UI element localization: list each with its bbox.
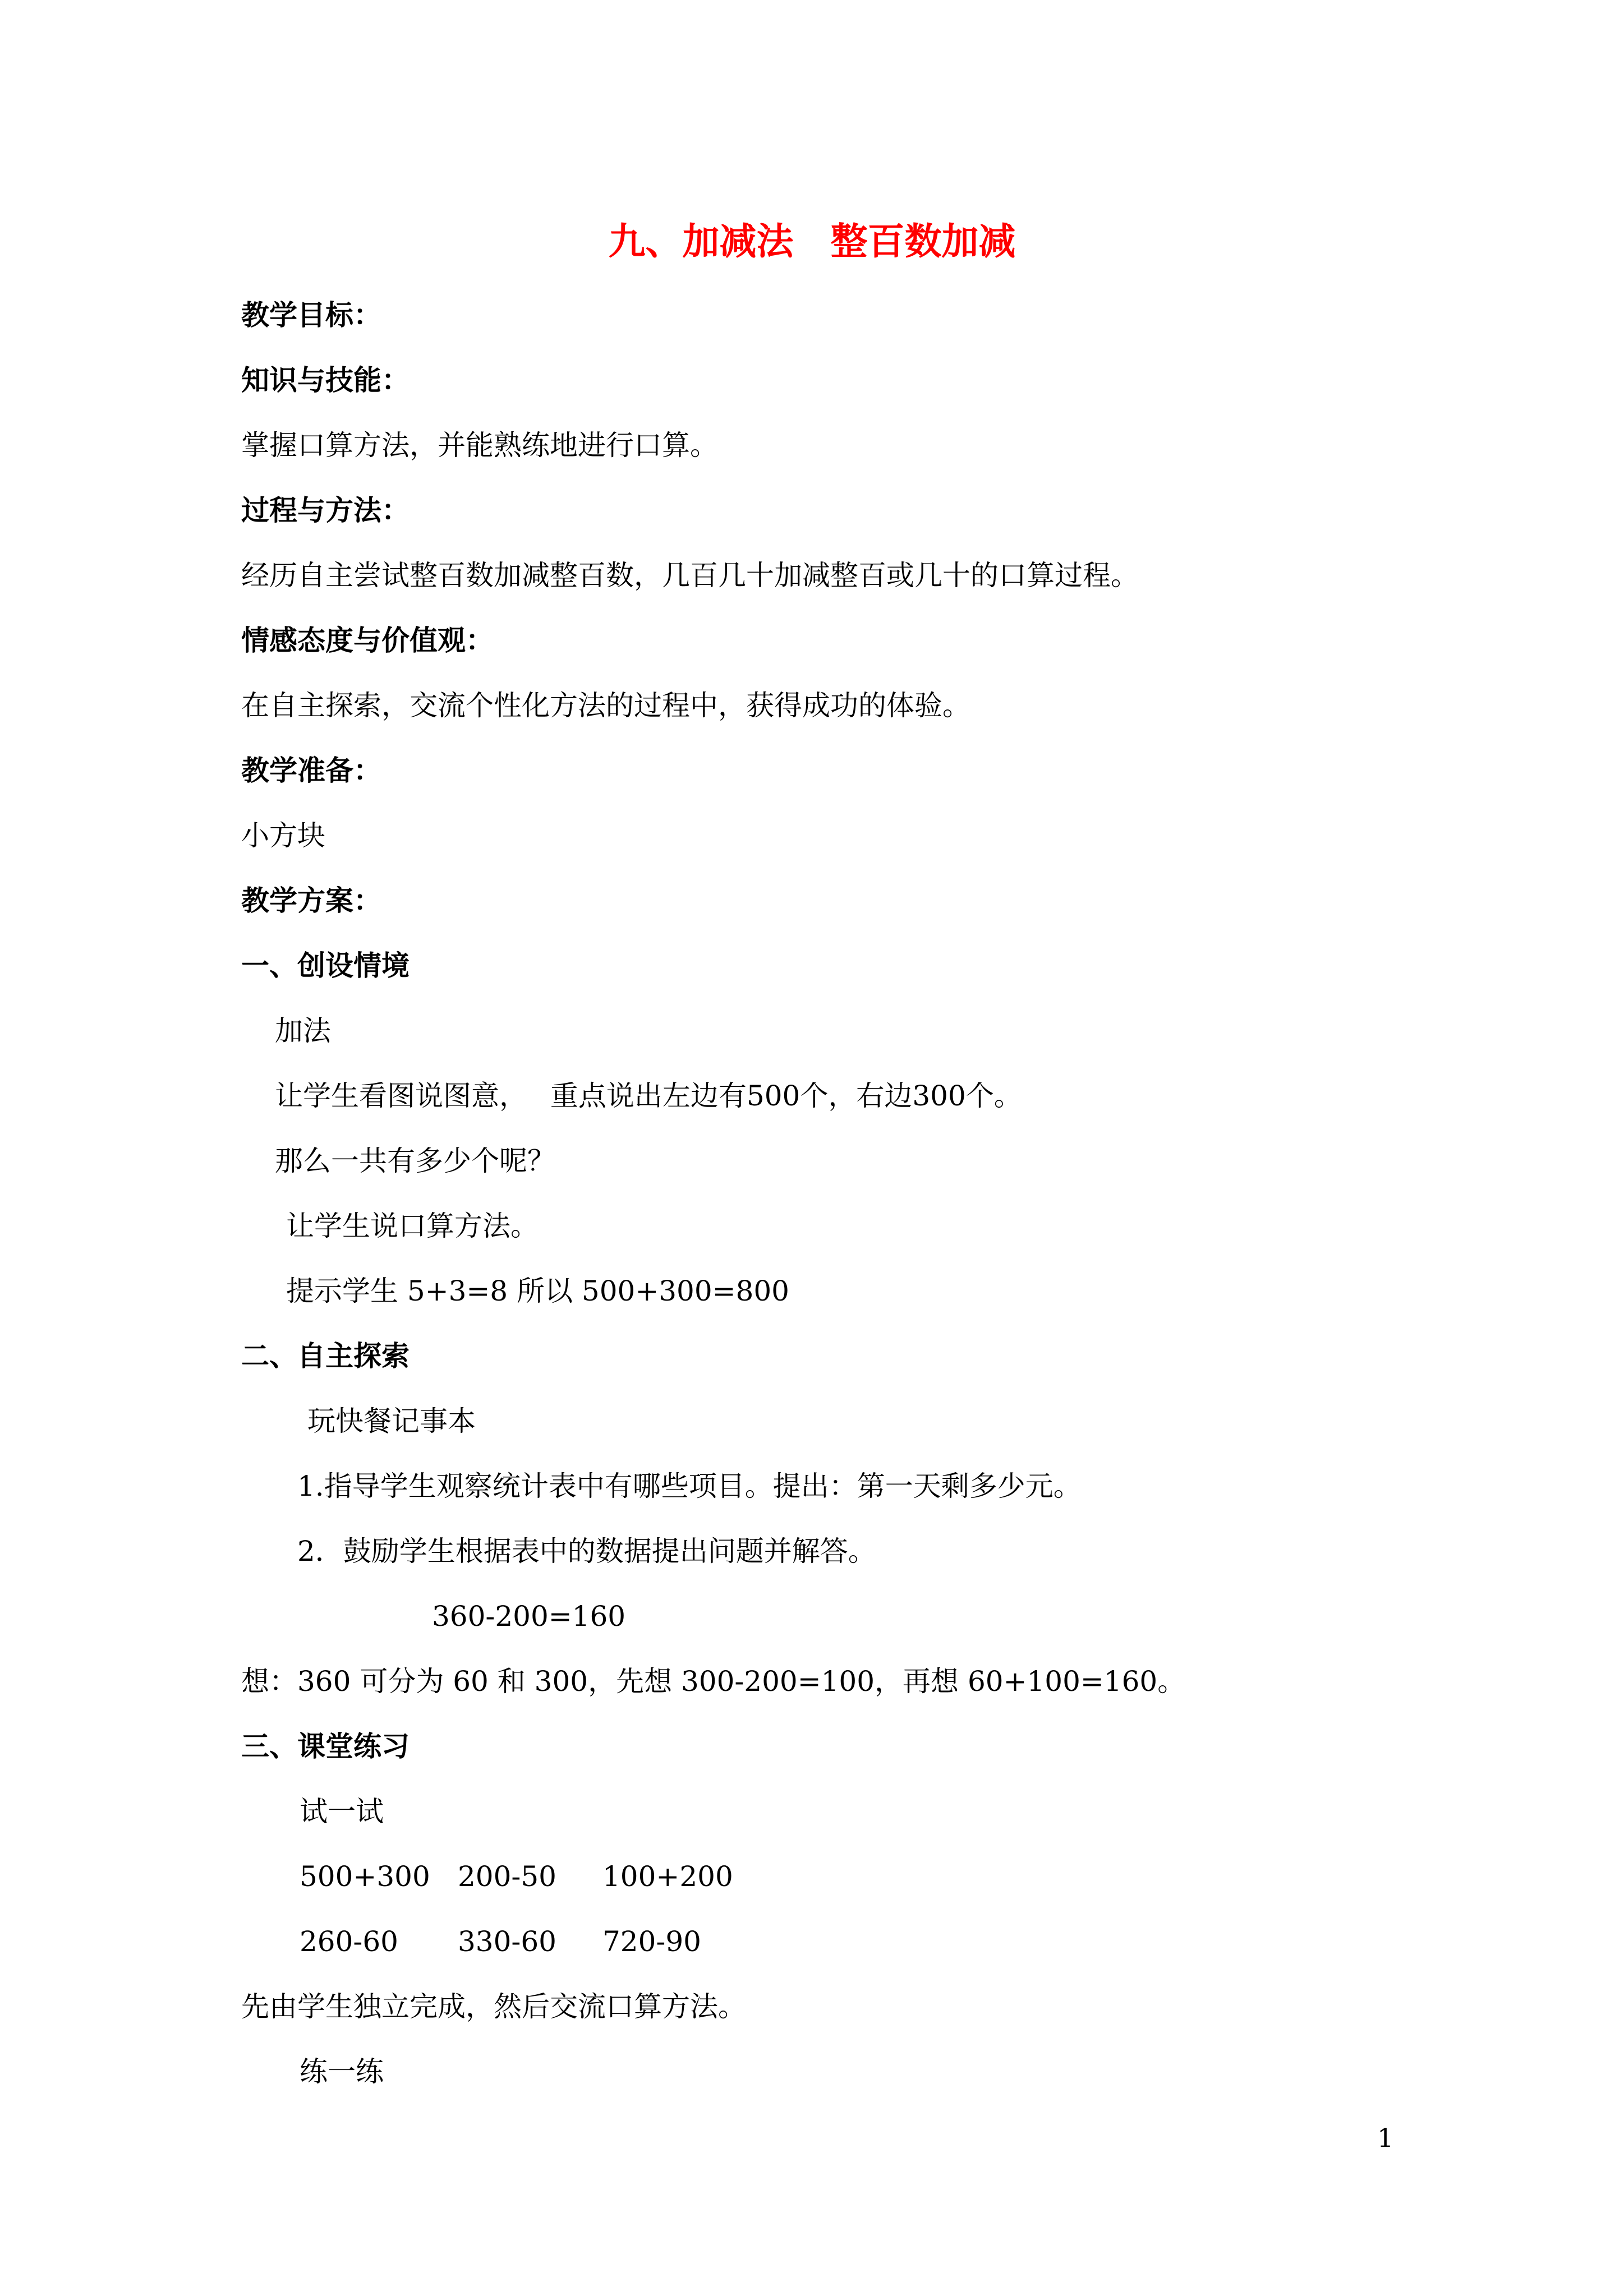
- try-label: 试一试: [300, 1795, 384, 1828]
- section2-line: 1.指导学生观察统计表中有哪些项目。提出：第一天剩多少元。: [297, 1470, 1082, 1502]
- section3-summary: 先由学生独立完成，然后交流口算方法。: [241, 1990, 746, 2023]
- exercise-item: 330-60: [458, 1925, 556, 1958]
- exercise-item: 500+300: [300, 1860, 430, 1893]
- knowledge-text: 掌握口算方法，并能熟练地进行口算。: [241, 429, 718, 462]
- section2-heading: 二、自主探索: [241, 1339, 410, 1372]
- section2-line: 玩快餐记事本: [307, 1405, 476, 1437]
- process-heading: 过程与方法：: [241, 494, 410, 527]
- exercise-item: 100+200: [602, 1860, 733, 1893]
- section1-line: 让学生看图说图意， 重点说出左边有500个，右边300个。: [275, 1080, 1022, 1112]
- knowledge-heading: 知识与技能：: [241, 363, 410, 397]
- section1-line: 加法: [275, 1015, 331, 1047]
- page-number: 1: [1377, 2123, 1394, 2153]
- section1-line: 让学生说口算方法。: [286, 1210, 539, 1242]
- plan-heading: 教学方案：: [241, 884, 381, 917]
- section3-heading: 三、课堂练习: [241, 1730, 410, 1763]
- exercise-item: 720-90: [602, 1925, 701, 1958]
- emotion-heading: 情感态度与价值观：: [241, 624, 494, 657]
- practice-label: 练一练: [300, 2055, 384, 2088]
- page-title: 九、加减法 整百数加减: [608, 219, 1016, 263]
- section2-line: 2．鼓励学生根据表中的数据提出问题并解答。: [297, 1535, 876, 1567]
- emotion-text: 在自主探索，交流个性化方法的过程中，获得成功的体验。: [241, 689, 970, 722]
- objectives-heading: 教学目标：: [241, 298, 381, 331]
- preparation-heading: 教学准备：: [241, 754, 381, 787]
- exercise-item: 260-60: [300, 1925, 398, 1958]
- preparation-text: 小方块: [241, 819, 325, 852]
- process-text: 经历自主尝试整百数加减整百数，几百几十加减整百或几十的口算过程。: [241, 559, 1139, 592]
- section1-line: 提示学生 5+3=8 所以 500+300=800: [286, 1275, 789, 1307]
- exercise-item: 200-50: [458, 1860, 556, 1893]
- section2-equation: 360-200=160: [432, 1600, 626, 1633]
- section1-heading: 一、创设情境: [241, 949, 410, 982]
- section1-line: 那么一共有多少个呢？: [275, 1145, 555, 1177]
- section2-line: 想：360 可分为 60 和 300，先想 300-200=100，再想 60+100=160。: [241, 1665, 1186, 1698]
